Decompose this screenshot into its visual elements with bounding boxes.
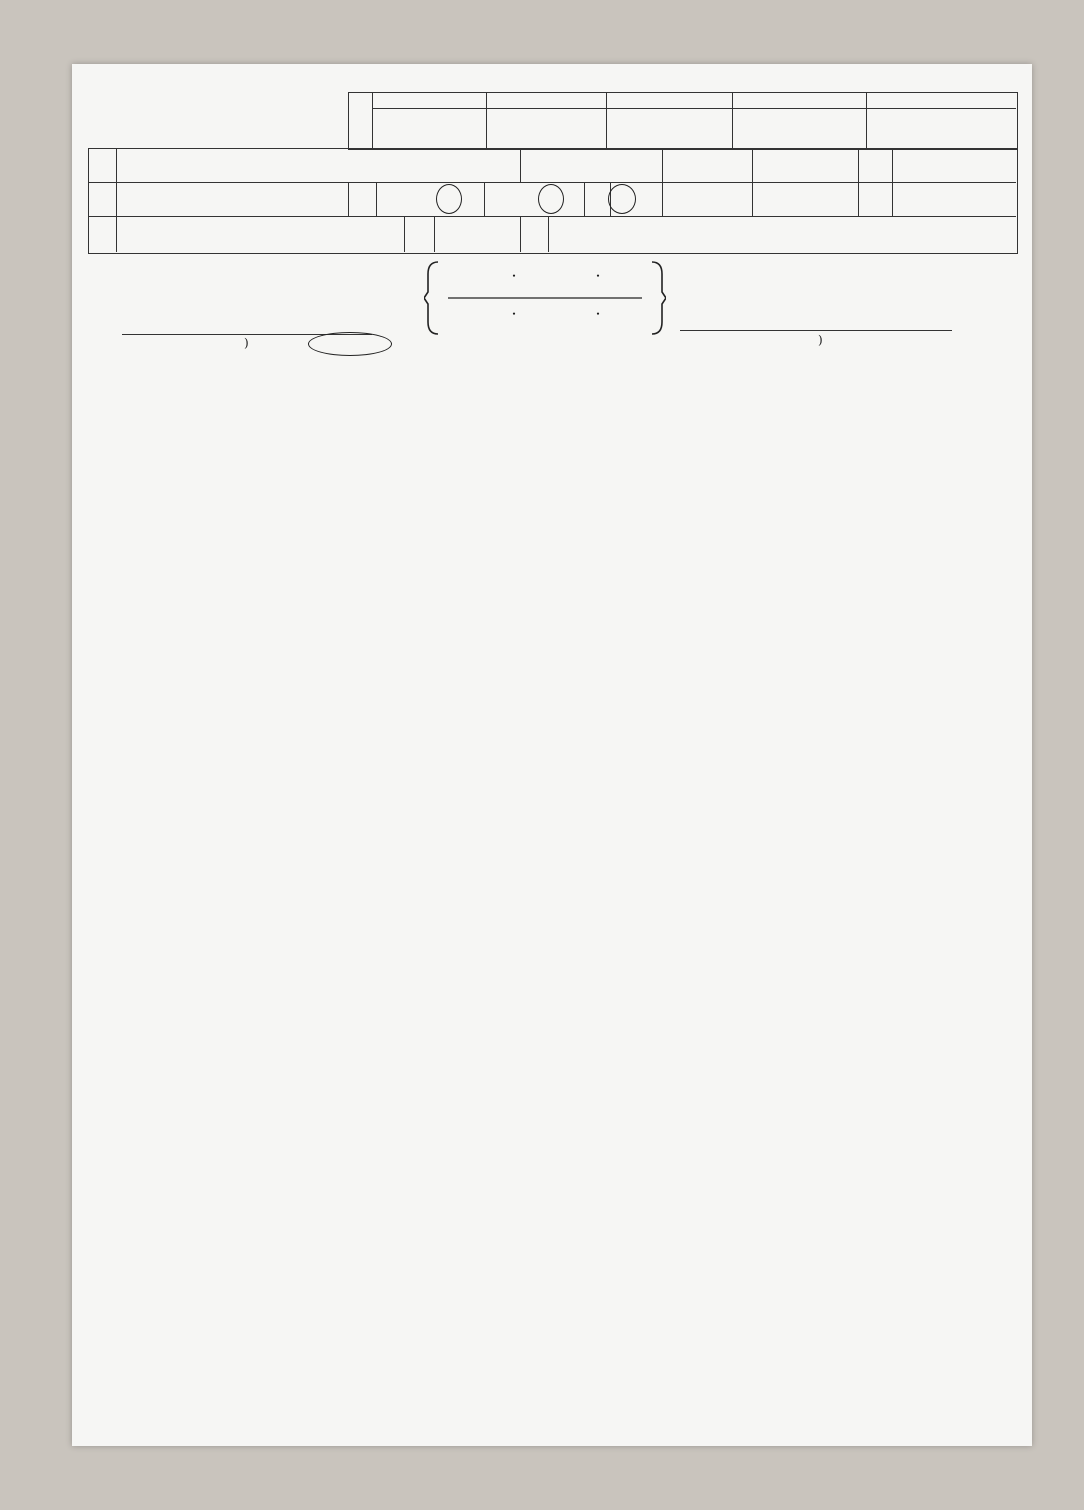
pitch-selected-circle bbox=[608, 184, 636, 214]
weather-selected-circle bbox=[436, 184, 462, 214]
kickoff-circle bbox=[308, 332, 392, 356]
confirm-box bbox=[348, 92, 1018, 150]
score-bracket bbox=[424, 258, 666, 338]
wind-selected-circle bbox=[538, 184, 564, 214]
score-sheet: ・ ・ ・ ・ ) ) bbox=[72, 64, 1032, 1446]
